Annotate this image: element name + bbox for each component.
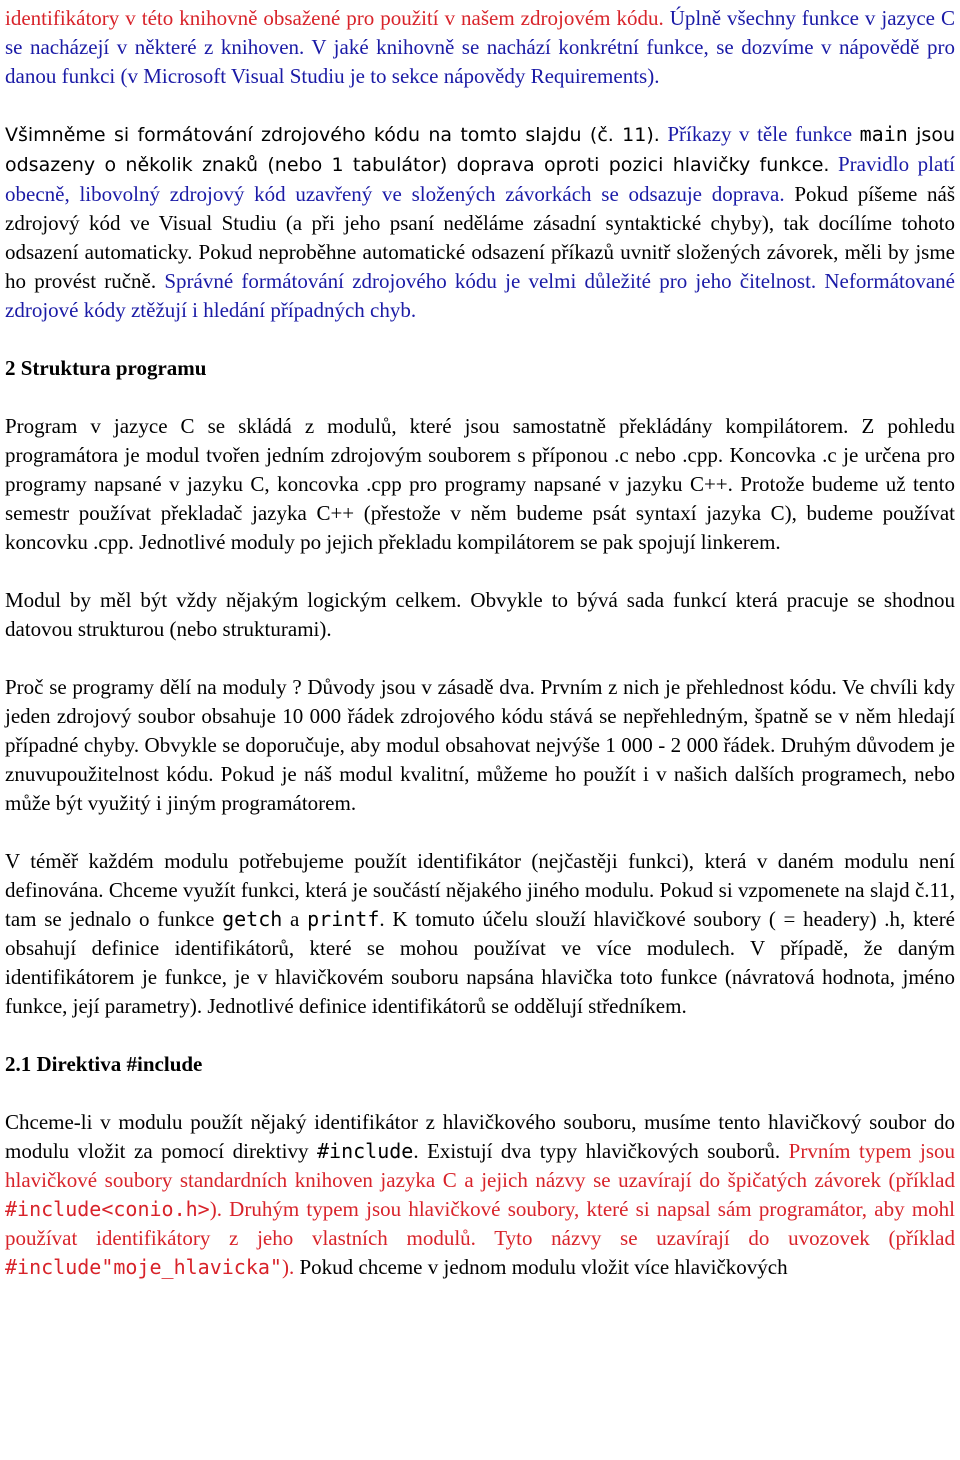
text-plain: . Existují dva typy hlavičkových souborů.: [413, 1139, 781, 1163]
text-red: Prvním typem jsou hlavičkové soubory standardních knihoven jazyka C a jejich názvy se uzavírají do špičatých závorek (příklad: [5, 1139, 955, 1192]
heading-direktiva-include: 2.1 Direktiva #include: [5, 1052, 203, 1076]
text-blue: Úplně všechny funkce v jazyce C se nacházejí v některé z knihoven. V jaké knihovně se nachází konkrétní funkce, se dozvíme v nápovědě pro danou funkci (v Microsoft Visual Studiu je to sekce nápovědy Requirements).: [5, 6, 955, 88]
code-include: #include: [316, 1139, 414, 1163]
paragraph-headers: [5, 847, 955, 1021]
text-plain: V téměř každém modulu potřebujeme použít identifikátor (nejčastěji funkci), která v daném modulu není definována. Chceme využít funkci, která je součástí nějakého jiného modulu. Pokud si vzpomenete na slajd č.11, tam se jednalo o funkce: [5, 849, 955, 931]
text-red: ). Druhým typem jsou hlavičkové soubory, které si napsal sám programátor, aby mohl používat identifikátory z jeho vlastních modulů. Tyto názvy se uzavírají do uvozovek (příklad: [5, 1197, 955, 1250]
text-sans: jsou odsazeny o několik znaků (nebo 1 tabulátor) doprava oproti pozici hlavičky funkce.: [5, 124, 955, 176]
paragraph-why-modules: Proč se programy dělí na moduly ? Důvody jsou v zásadě dva. Prvním z nich je přehlednost kódu. Ve chvíli kdy jeden zdrojový soubor obsahuje 10 000 řádek zdrojového kódu stává se nepřehledným, špatně se v něm hledají případné chyby. Obvykle se doporučuje, aby modul obsahovat nejvýše 1 000 - 2 000 řádek. Druhým důvodem je znuvupoužitelnost kódu. Pokud je náš modul kvalitní, můžeme ho použít i v našich dalších programech, nebo může být využitý i jiným programátorem.: [5, 675, 955, 815]
code-include-moje-hlavicka: #include"moje_hlavicka": [5, 1255, 282, 1279]
text-plain: . K tomuto účelu slouží hlavičkové soubory ( = headery) .h, které obsahují definice identifikátorů, které se mohou používat ve více modulech. V případě, že daným identifikátorem je funkce, je v hlavičkovém souboru napsána hlavička toto funkce (návratová hodnota, jméno funkce, její parametry). Jednotlivé definice identifikátorů se oddělují středníkem.: [5, 907, 956, 1018]
text-blue: Příkazy v těle funkce: [659, 122, 860, 146]
text-sans: Všimněme si formátování zdrojového kódu na tomto slajdu (č. 11).: [5, 124, 660, 146]
text-blue: Pravidlo platí obecně, libovolný zdrojový kód uzavřený ve složených závorkách se odsazuje doprava.: [5, 152, 955, 206]
text-plain: a: [282, 907, 308, 931]
paragraph-libraries: [5, 4, 955, 91]
paragraph-formatting: [5, 120, 955, 325]
code-main: main: [859, 122, 908, 146]
paragraph-module-logic: Modul by měl být vždy nějakým logickým celkem. Obvykle to bývá sada funkcí která pracuje se shodnou datovou strukturou (nebo strukturami).: [5, 588, 955, 641]
text-red: identifikátory v této knihovně obsažené pro použití v našem zdrojovém kódu.: [5, 6, 664, 30]
code-getch: getch: [222, 907, 283, 931]
text-red: ).: [281, 1255, 295, 1279]
heading-struktura-programu: 2 Struktura programu: [5, 356, 207, 380]
paragraph-modules: Program v jazyce C se skládá z modulů, které jsou samostatně překládány kompilátorem. Z pohledu programátora je modul tvořen jedním zdrojovým souborem s příponou .c nebo .cpp. Koncovka .c je určena pro programy napsané v jazyku C, koncovka .cpp pro programy napsané v jazyku C++. Protože budeme už tento semestr používat překladač jazyka C++ (přestože v něm budeme psát syntaxí jazyka C), budeme používat koncovku .cpp. Jednotlivé moduly po jejich překladu kompilátorem se pak spojují linkerem.: [5, 414, 955, 554]
paragraph-include: [5, 1108, 955, 1282]
text-plain: Pokud chceme v jednom modulu vložit více hlavičkových: [294, 1255, 788, 1279]
text-blue: Správné formátování zdrojového kódu je velmi důležité pro jeho čitelnost. Neformátované zdrojové kódy ztěžují i hledání případných chyb.: [5, 269, 955, 322]
code-printf: printf: [307, 907, 380, 931]
text-plain: Chceme-li v modulu použít nějaký identifikátor z hlavičkového souboru, musíme tento hlavičkový soubor do modulu vložit za pomocí direktivy: [5, 1110, 955, 1163]
text-plain: Pokud píšeme náš zdrojový kód ve Visual Studiu (a při jeho psaní neděláme zásadní syntaktické chyby), tak docílíme tohoto odsazení automaticky. Pokud neproběhne automatické odsazení příkazů uvnitř složených závorek, měli by jsme ho provést ručně.: [5, 182, 956, 293]
code-include-conio: #include<conio.h>: [5, 1197, 210, 1221]
